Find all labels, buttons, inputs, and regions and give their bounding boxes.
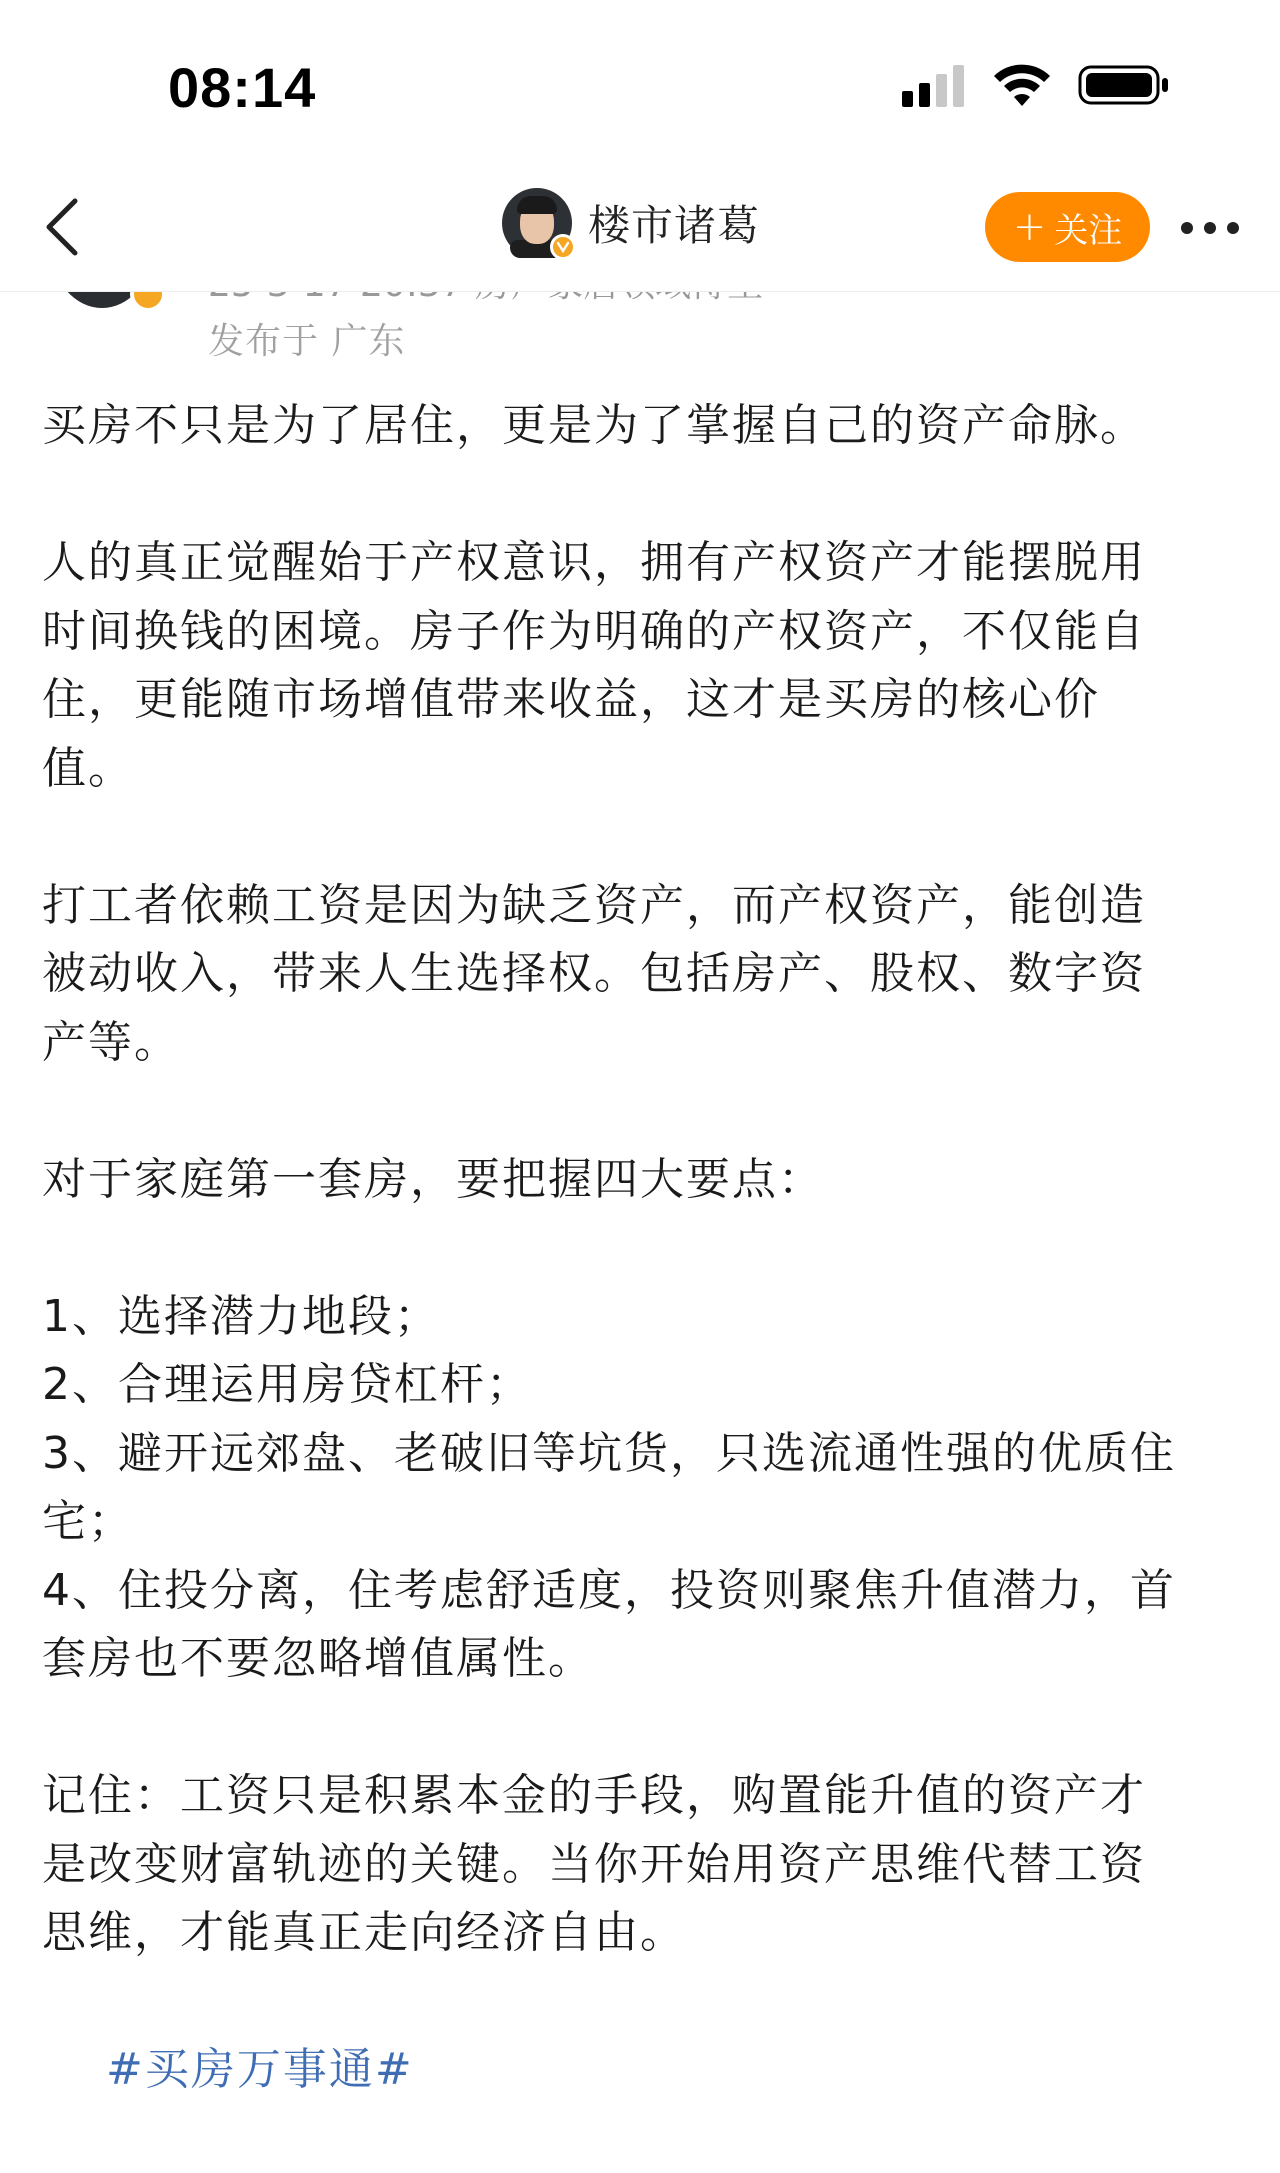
battery-icon xyxy=(1078,63,1170,111)
more-button[interactable] xyxy=(1170,198,1250,258)
verified-badge-icon xyxy=(550,234,576,260)
publish-location: 发布于 广东 xyxy=(208,321,406,362)
paragraph-line: 打工者依赖工资是因为缺乏资产，而产权资产，能创造 xyxy=(42,879,1146,931)
paragraph-line: 时间换钱的困境。房子作为明确的产权资产，不仅能自 xyxy=(42,605,1146,657)
status-icons xyxy=(902,62,1170,112)
paragraph-line: 值。 xyxy=(42,742,134,794)
avatar[interactable] xyxy=(502,188,572,258)
nav-bar xyxy=(0,170,1280,292)
paragraph-line: 记住：工资只是积累本金的手段，购置能升值的资产才 xyxy=(42,1770,1146,1821)
list-item: 3、避开远郊盘、老破旧等坑货，只选流通性强的优质住 xyxy=(42,1427,1176,1479)
paragraph-line: 人的真正觉醒始于产权意识，拥有产权资产才能摆脱用 xyxy=(42,537,1146,588)
list-item-continued: 宅； xyxy=(42,1496,134,1547)
account-name[interactable]: 楼市诸葛 xyxy=(588,201,761,250)
chevron-left-icon xyxy=(43,197,83,257)
paragraph-line: 产等。 xyxy=(42,1016,180,1068)
list-item: 1、选择潜力地段； xyxy=(42,1290,440,1342)
cellular-signal-icon xyxy=(902,63,966,111)
paragraph: 对于家庭第一套房，要把握四大要点： xyxy=(42,1153,824,1205)
status-time: 08:14 xyxy=(168,56,317,119)
status-bar xyxy=(0,0,1280,170)
account-header[interactable] xyxy=(502,188,760,258)
list-item: 2、合理运用房贷杠杆； xyxy=(42,1359,532,1410)
post-body xyxy=(42,392,1242,2173)
back-button[interactable] xyxy=(28,192,98,262)
follow-button[interactable] xyxy=(985,192,1150,262)
follow-label: 关注 xyxy=(1054,210,1123,251)
paragraph-line: 是改变财富轨迹的关键。当你开始用资产思维代替工资 xyxy=(42,1838,1146,1890)
wifi-icon xyxy=(992,62,1052,112)
paragraph-line: 住，更能随市场增值带来收益，这才是买房的核心价 xyxy=(42,674,1100,725)
paragraph-line: 思维，才能真正走向经济自由。 xyxy=(42,1907,686,1958)
paragraph-line: 被动收入，带来人生选择权。包括房产、股权、数字资 xyxy=(42,948,1146,999)
more-horizontal-icon xyxy=(1181,222,1193,234)
plus-icon: + xyxy=(1012,204,1047,250)
hashtag-link[interactable]: #买房万事通# xyxy=(105,2044,414,2095)
list-item-continued: 套房也不要忽略增值属性。 xyxy=(42,1633,594,1684)
paragraph: 买房不只是为了居住，更是为了掌握自己的资产命脉。 xyxy=(42,400,1146,451)
list-item: 4、住投分离，住考虑舒适度，投资则聚焦升值潜力，首 xyxy=(42,1564,1176,1616)
